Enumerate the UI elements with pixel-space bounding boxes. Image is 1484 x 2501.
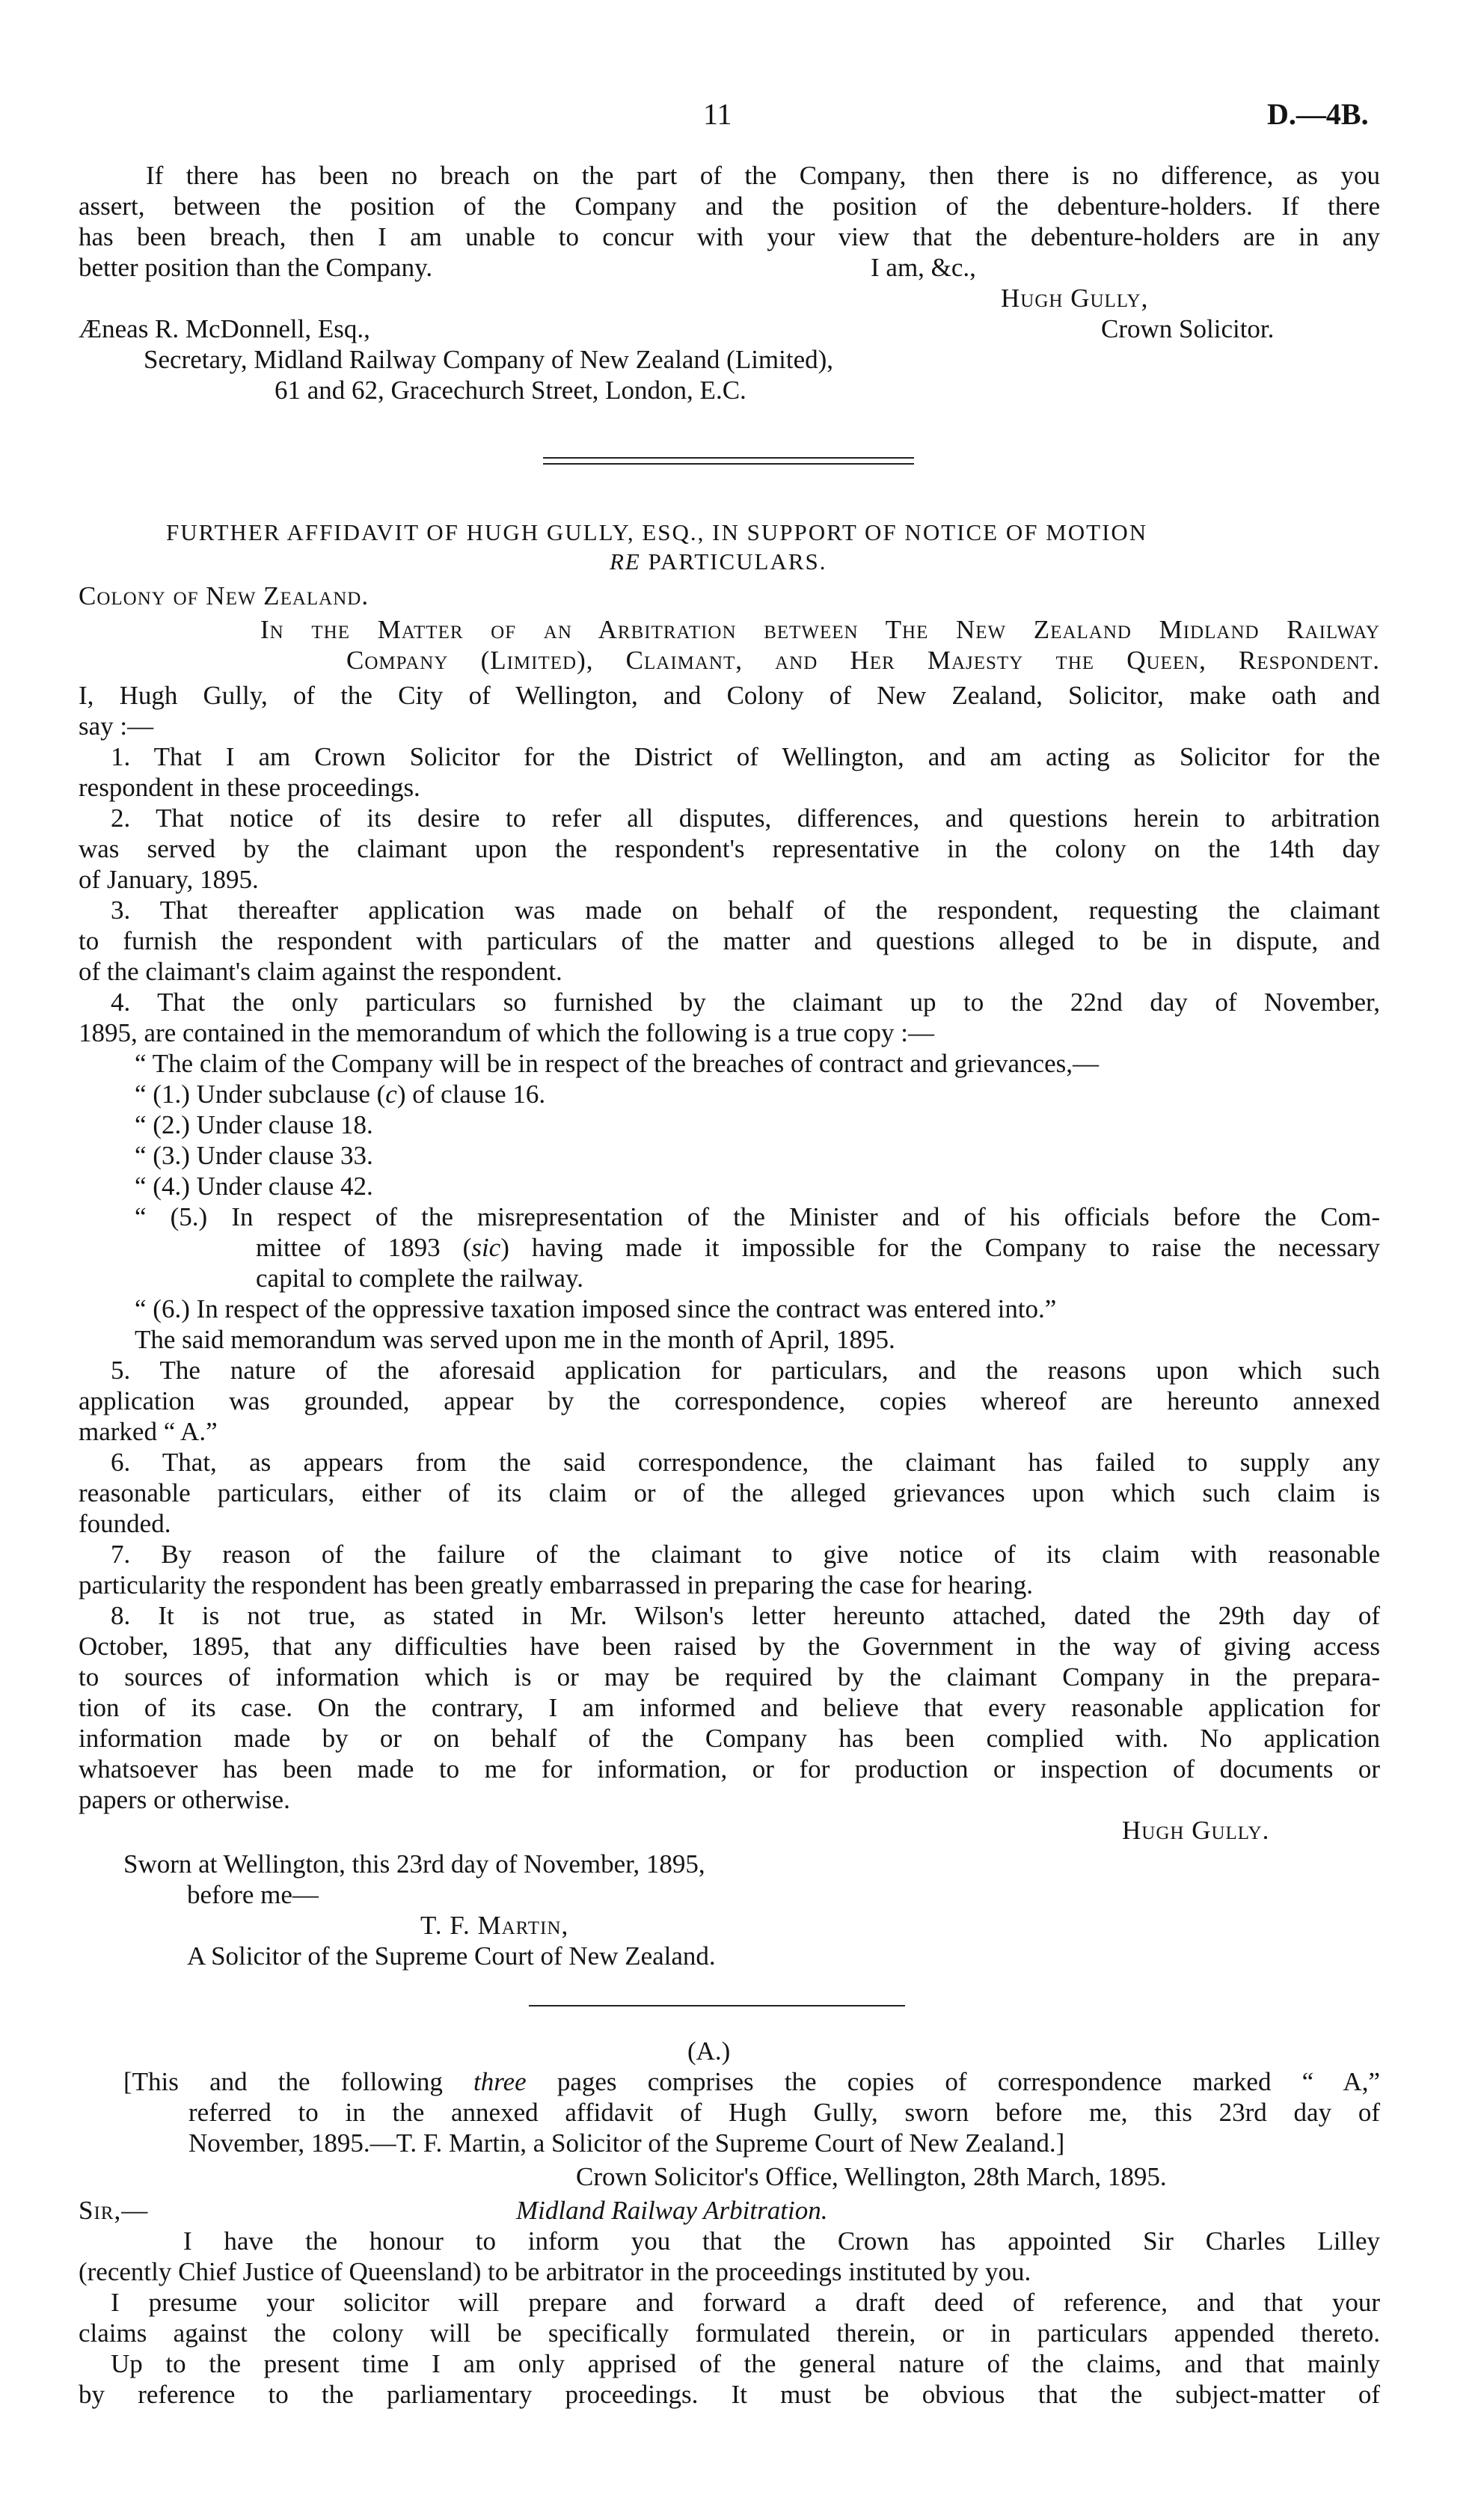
addressee-line: Secretary, Midland Railway Company of New Zealand (Limited),	[144, 345, 834, 374]
paragraph-5-cont: application was grounded, appear by the correspondence, copies whereof are hereunto annexed	[79, 1386, 1380, 1415]
quote-intro: “ The claim of the Company will be in respect of the breaches of contract and grievances,—	[135, 1049, 1100, 1078]
quote-item-3: “ (3.) Under clause 33.	[135, 1141, 373, 1170]
paragraph-2-cont: of January, 1895.	[79, 865, 259, 894]
sworn-line: before me—	[187, 1880, 319, 1909]
paragraph-2: 2. That notice of its desire to refer all disputes, differences, and questions herein to arbitration	[111, 803, 1380, 833]
page-number: 11	[703, 97, 732, 131]
paragraph-8-cont: October, 1895, that any difficulties have been raised by the Government in the way of giving access	[79, 1632, 1380, 1661]
paragraph-8: 8. It is not true, as stated in Mr. Wilson's letter hereunto attached, dated the 29th day of	[111, 1601, 1380, 1630]
letter-body: (recently Chief Justice of Queensland) to be arbitrator in the proceedings instituted by you.	[79, 2257, 1031, 2286]
paragraph-8-cont: papers or otherwise.	[79, 1785, 290, 1814]
quote-item-1-pre: “ (1.) Under subclause (	[135, 1080, 386, 1109]
letter-subject: Midland Railway Arbitration.	[516, 2196, 828, 2225]
letter-line: assert, between the position of the Company and the position of the debenture-holders. If there	[79, 192, 1380, 221]
paragraph-6-cont: founded.	[79, 1509, 171, 1538]
letter-body: Up to the present time I am only apprised of the general nature of the claims, and that mainly	[111, 2349, 1380, 2378]
affidavit-intro: say :—	[79, 711, 154, 741]
quote-item-5-sic: sic	[471, 1233, 501, 1262]
paragraph-8-cont: whatsoever has been made to me for information, or for production or inspection of documents or	[79, 1754, 1380, 1784]
paragraph-1: 1. That I am Crown Solicitor for the District of Wellington, and am acting as Solicitor for the	[111, 742, 1380, 771]
letter-body: I have the honour to inform you that the Crown has appointed Sir Charles Lilley	[183, 2226, 1380, 2256]
affidavit-intro: I, Hugh Gully, of the City of Wellington, and Colony of New Zealand, Solicitor, make oath and	[79, 681, 1380, 710]
served-note: The said memorandum was served upon me in the month of April, 1895.	[135, 1325, 895, 1354]
affidavit-signature: Hugh Gully.	[1122, 1816, 1270, 1845]
quote-item-4: “ (4.) Under clause 42.	[135, 1172, 373, 1201]
paragraph-6: 6. That, as appears from the said correspondence, the claimant has failed to supply any	[111, 1448, 1380, 1477]
quote-item-5-pre: mittee of 1893 (	[256, 1233, 472, 1262]
annex-label: (A.)	[687, 2036, 731, 2066]
paragraph-7: 7. By reason of the failure of the claimant to give notice of its claim with reasonable	[111, 1540, 1380, 1569]
affidavit-title: FURTHER AFFIDAVIT OF HUGH GULLY, ESQ., IN SUPPORT OF NOTICE OF MOTION	[166, 519, 1148, 545]
quote-item-5-cont: capital to complete the railway.	[256, 1264, 583, 1293]
section-divider	[529, 2005, 905, 2006]
quote-item-6: “ (6.) In respect of the oppressive taxation imposed since the contract was entered into.”	[135, 1294, 1057, 1323]
letter-dateline: Crown Solicitor's Office, Wellington, 28th March, 1895.	[576, 2162, 1167, 2191]
annex-note: November, 1895.—T. F. Martin, a Solicitor of the Supreme Court of New Zealand.]	[188, 2128, 1065, 2158]
annex-note-post: pages comprises the copies of correspondence marked “ A,”	[526, 2067, 1380, 2096]
quote-item-1	[135, 1080, 545, 1109]
paragraph-8-cont: tion of its case. On the contrary, I am informed and believe that every reasonable application for	[79, 1693, 1380, 1722]
title-particulars: PARTICULARS.	[648, 548, 827, 575]
letter-body: by reference to the parliamentary proceedings. It must be obvious that the subject-matter of	[79, 2380, 1380, 2409]
quote-item-5-cont	[256, 1233, 1380, 1263]
paragraph-5-cont: marked “ A.”	[79, 1417, 218, 1446]
section-divider	[543, 463, 914, 465]
witness-title: A Solicitor of the Supreme Court of New Zealand.	[187, 1941, 716, 1971]
signature: Hugh Gully,	[1001, 284, 1149, 313]
annex-note	[123, 2067, 1380, 2097]
annex-note-pre: [This and the following	[123, 2067, 474, 2096]
affidavit-title-line2	[610, 547, 827, 577]
section-divider	[543, 457, 914, 459]
title-re: RE	[610, 548, 641, 575]
paragraph-6-cont: reasonable particulars, either of its claim or of the alleged grievances upon which such claim is	[79, 1478, 1380, 1507]
paragraph-7-cont: particularity the respondent has been greatly embarrassed in preparing the case for hearing.	[79, 1570, 1033, 1600]
paragraph-4: 4. That the only particulars so furnished by the claimant up to the 22nd day of November,	[111, 988, 1380, 1017]
paragraph-3-cont: of the claimant's claim against the respondent.	[79, 957, 562, 986]
quote-item-5: “ (5.) In respect of the misrepresentation of the Minister and of his officials before the Com-	[135, 1202, 1380, 1231]
paragraph-1-cont: respondent in these proceedings.	[79, 773, 420, 802]
document-reference: D.—4B.	[1267, 97, 1369, 131]
colony-heading: Colony of New Zealand.	[79, 581, 370, 610]
annex-note-three: three	[473, 2067, 527, 2096]
matter-line: In the Matter of an Arbitration between The New Zealand Midland Railway	[260, 615, 1380, 644]
quote-item-1-subclause: c	[385, 1080, 397, 1109]
letter-salutation: Sir,—	[79, 2196, 149, 2225]
paragraph-8-cont: to sources of information which is or may be required by the claimant Company in the prepara-	[79, 1662, 1380, 1692]
paragraph-3: 3. That thereafter application was made on behalf of the respondent, requesting the claimant	[111, 896, 1380, 925]
quote-item-2: “ (2.) Under clause 18.	[135, 1110, 373, 1139]
valediction: I am, &c.,	[871, 253, 976, 282]
letter-line: better position than the Company.	[79, 253, 433, 282]
paragraph-2-cont: was served by the claimant upon the respondent's representative in the colony on the 14th day	[79, 834, 1380, 863]
paragraph-8-cont: information made by or on behalf of the Company has been complied with. No application	[79, 1724, 1380, 1753]
quote-item-5-post: ) having made it impossible for the Company to raise the necessary	[500, 1233, 1380, 1262]
sworn-line: Sworn at Wellington, this 23rd day of November, 1895,	[123, 1849, 705, 1879]
annex-note: referred to in the annexed affidavit of Hugh Gully, sworn before me, this 23rd day of	[188, 2098, 1380, 2127]
paragraph-5: 5. The nature of the aforesaid application for particulars, and the reasons upon which such	[111, 1356, 1380, 1385]
signature-title: Crown Solicitor.	[1101, 314, 1275, 343]
letter-line: If there has been no breach on the part of the Company, then there is no difference, as you	[146, 161, 1380, 190]
letter-line: has been breach, then I am unable to concur with your view that the debenture-holders are in any	[79, 222, 1380, 251]
matter-line: Company (Limited), Claimant, and Her Majesty the Queen, Respondent.	[346, 646, 1380, 675]
letter-body: I presume your solicitor will prepare and forward a draft deed of reference, and that your	[111, 2288, 1380, 2317]
paragraph-3-cont: to furnish the respondent with particulars of the matter and questions alleged to be in dispute, and	[79, 926, 1380, 955]
paragraph-4-cont: 1895, are contained in the memorandum of which the following is a true copy :—	[79, 1018, 935, 1047]
letter-body: claims against the colony will be specifically formulated therein, or in particulars appended thereto.	[79, 2318, 1380, 2348]
addressee-name: Æneas R. McDonnell, Esq.,	[79, 314, 370, 343]
addressee-line: 61 and 62, Gracechurch Street, London, E.C.	[275, 376, 746, 405]
quote-item-1-post: ) of clause 16.	[396, 1080, 546, 1109]
witness-name: T. F. Martin,	[420, 1911, 569, 1940]
